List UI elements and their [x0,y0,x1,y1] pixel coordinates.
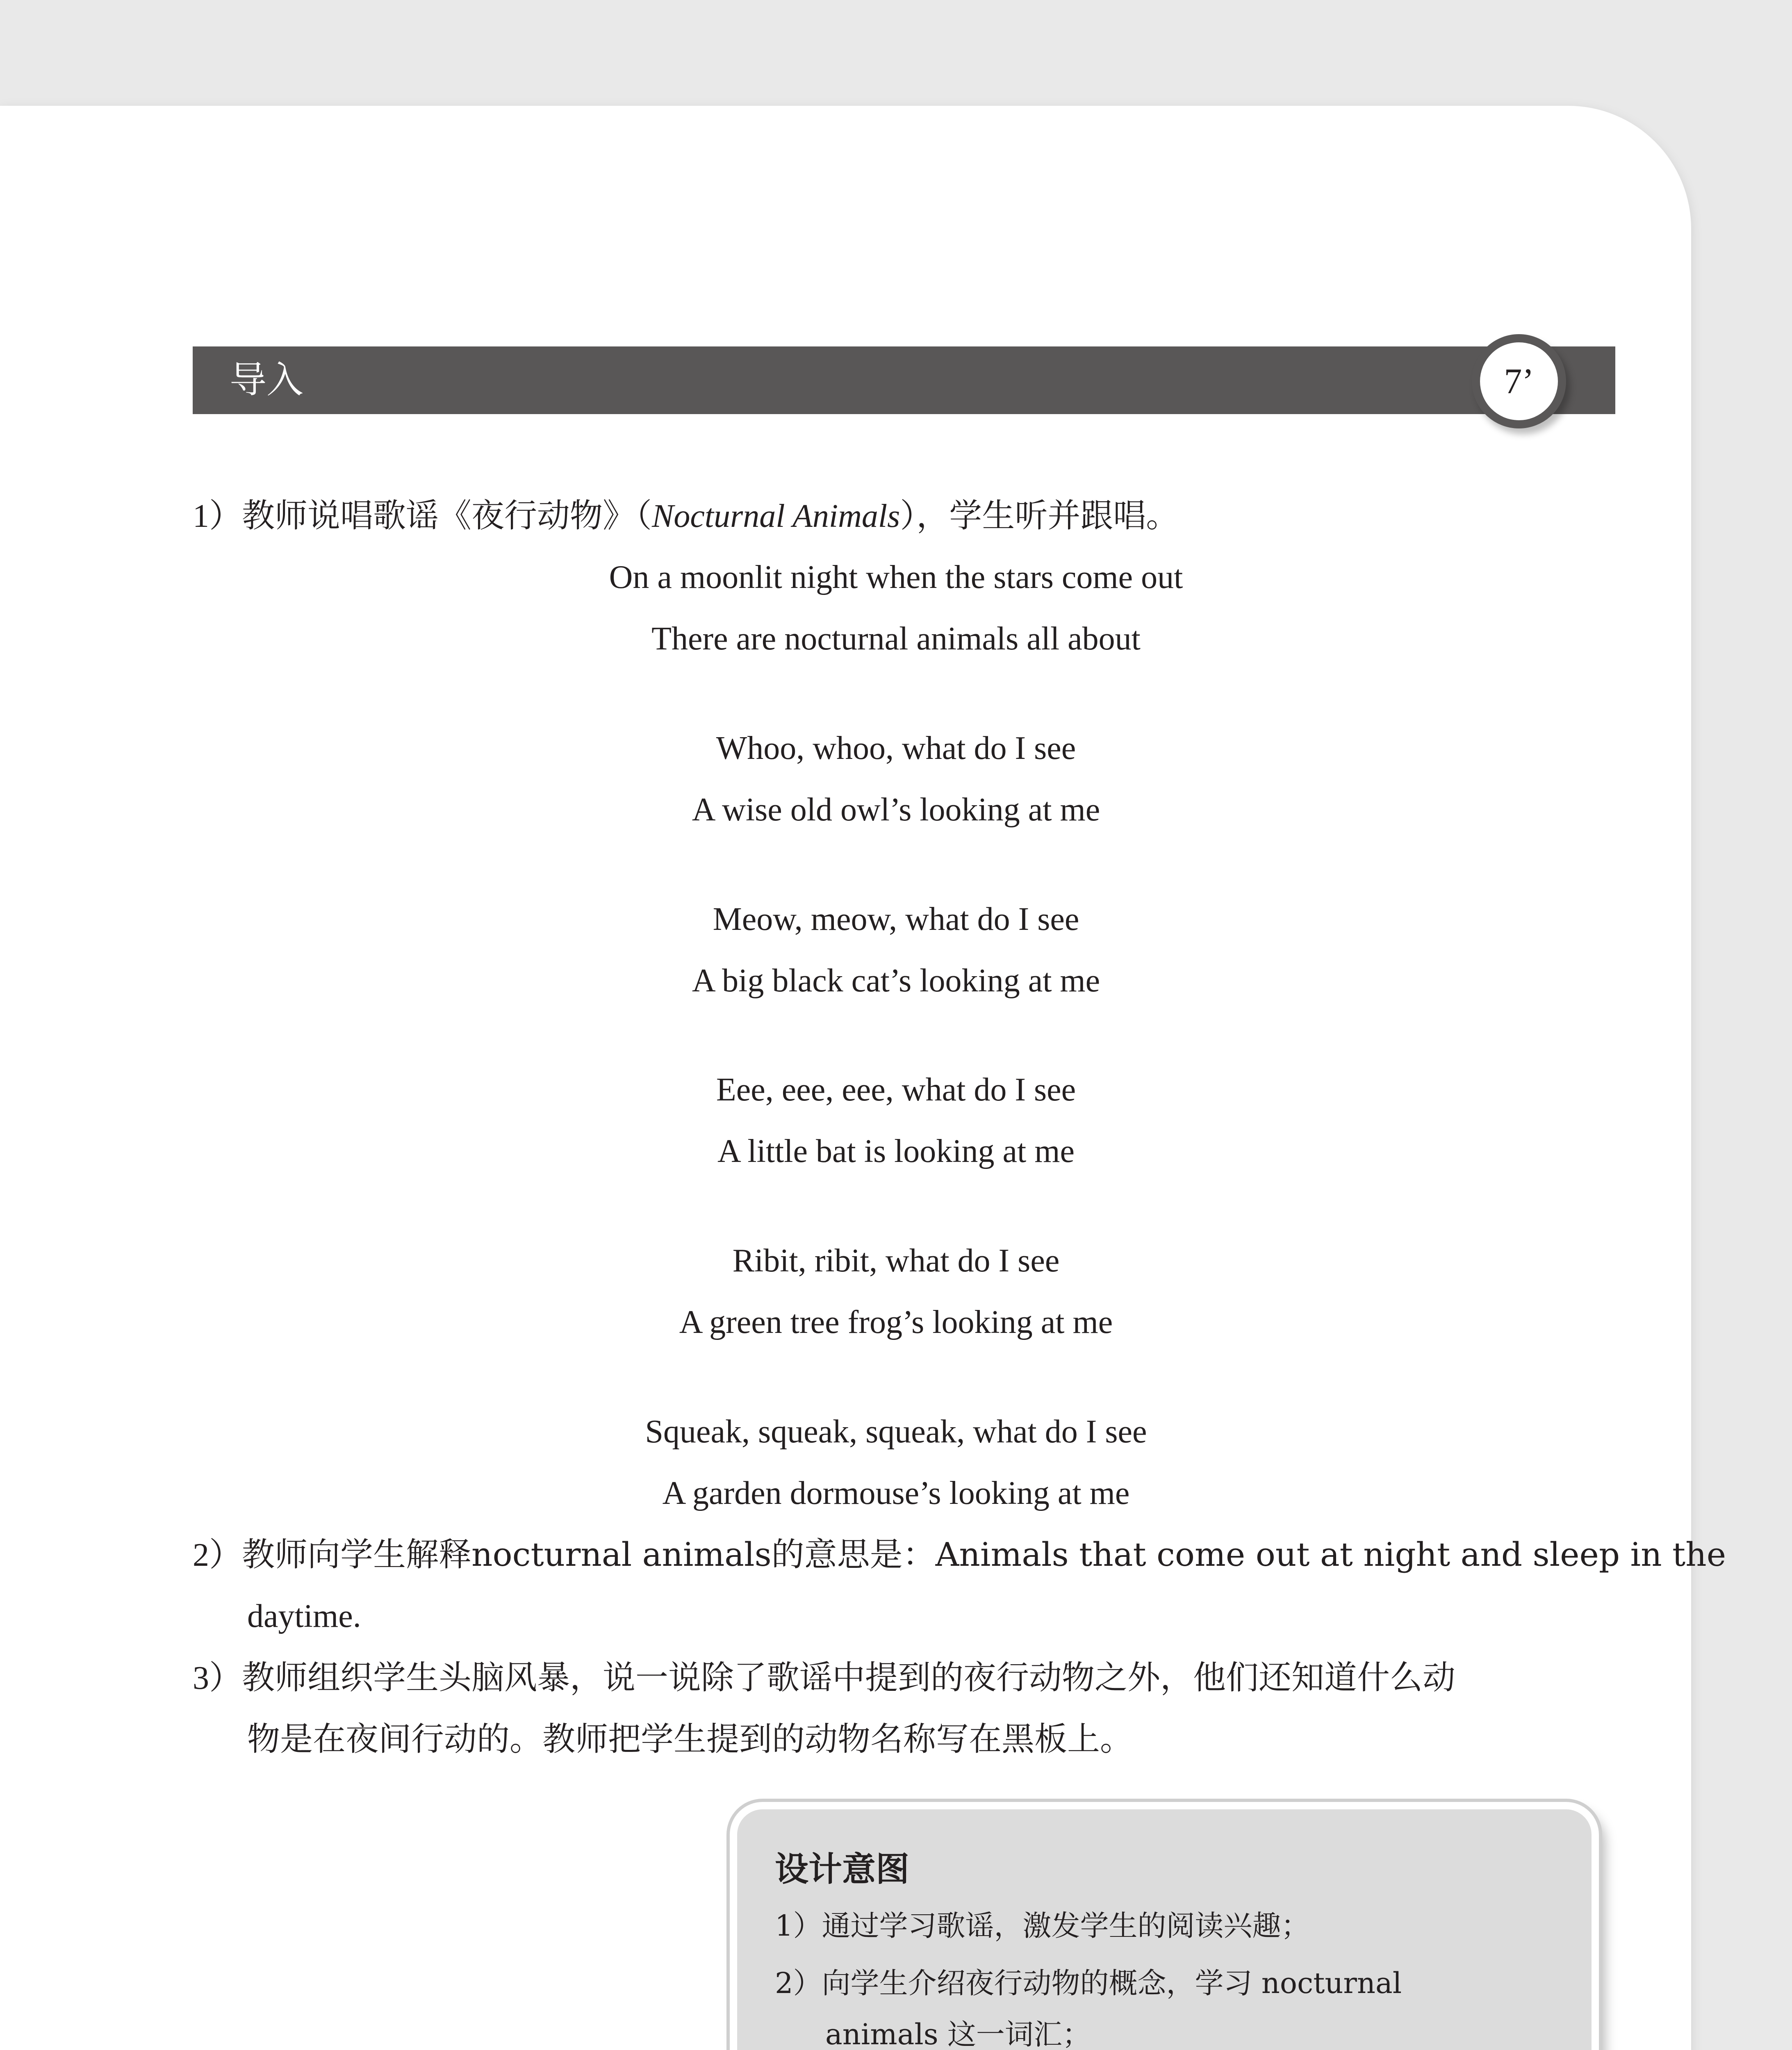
step-1-text-end: ），学生听并跟唱。 [900,497,1179,535]
design-item: animals 这一词汇； [825,2018,1091,2050]
step-2-line-1: 教师向学生解释nocturnal animals的意思是：Animals that come out at night and sleep in the [242,1535,1726,1574]
song-line: A big black cat’s looking at me [692,963,1100,999]
step-1-text: 教师说唱歌谣《夜行动物》（ [242,497,652,535]
song-line: Whoo, whoo, what do I see [716,730,1076,766]
song-line: A little bat is looking at me [717,1133,1075,1169]
song-line: Eee, eee, eee, what do I see [716,1072,1076,1108]
step-2-number: 2） [193,1537,242,1573]
song-line: There are nocturnal animals all about [651,621,1141,657]
song-line: On a moonlit night when the stars come out [609,559,1183,595]
design-intent-title: 设计意图 [775,1850,910,1889]
design-item: 1）通过学习歌谣，激发学生的阅读兴趣； [775,1909,1310,1943]
step-2-line-2: daytime. [247,1598,361,1634]
section-header-bar [193,346,1615,414]
design-item: 2）向学生介绍夜行动物的概念，学习 nocturnal [775,1966,1402,2000]
step-3 [193,1657,1455,1699]
step-3-number: 3） [193,1660,242,1696]
song-line: A wise old owl’s looking at me [692,792,1100,828]
step-3-line-1: 教师组织学生头脑风暴，说一说除了歌谣中提到的夜行动物之外，他们还知道什么动 [242,1658,1455,1697]
time-badge: 7’ [1472,334,1566,428]
section-title: 导入 [230,358,303,401]
song-line: Meow, meow, what do I see [713,901,1079,937]
step-3-line-2: 物是在夜间行动的。教师把学生提到的动物名称写在黑板上。 [247,1720,1133,1758]
step-1 [193,495,1179,537]
song-title-italic: Nocturnal Animals [652,498,900,534]
song-line: Squeak, squeak, squeak, what do I see [645,1414,1147,1450]
song-line: Ribit, ribit, what do I see [732,1243,1060,1279]
song-line: A green tree frog’s looking at me [679,1304,1113,1340]
song-line: A garden dormouse’s looking at me [662,1475,1130,1511]
step-2 [193,1534,1726,1576]
step-1-number: 1） [193,498,242,534]
